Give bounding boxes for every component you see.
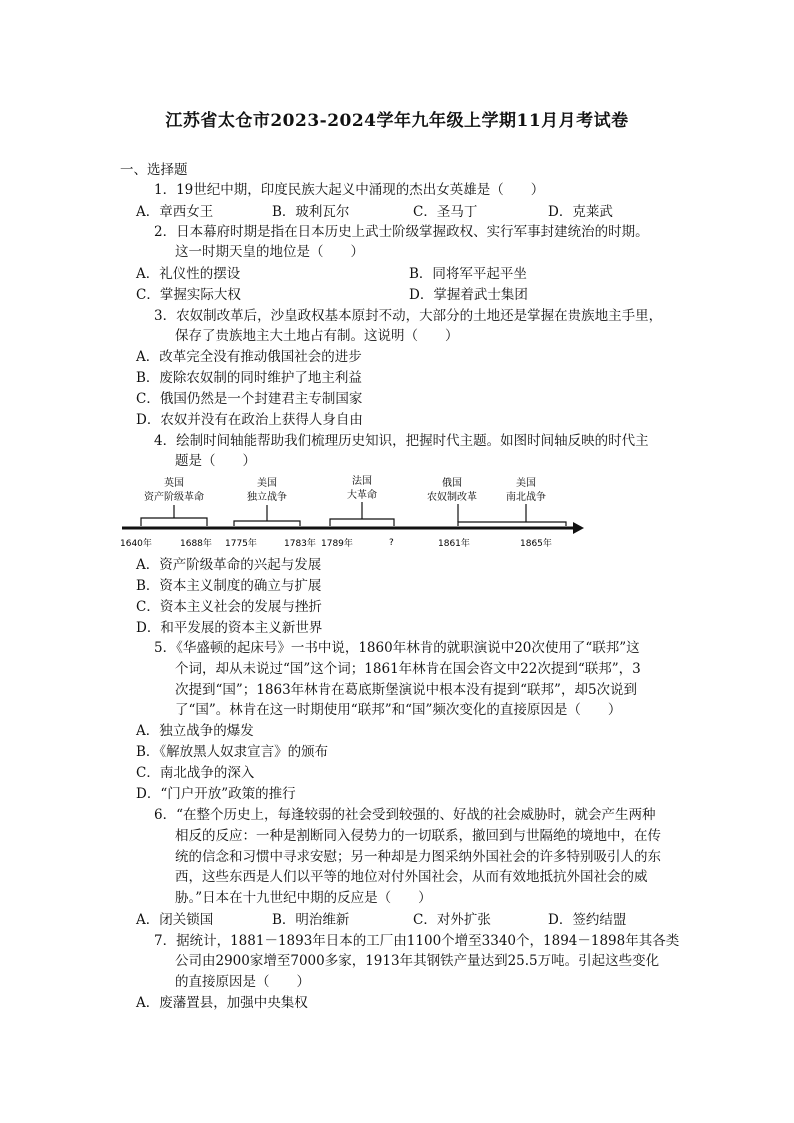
timeline-event-5-country: 美国 — [516, 478, 536, 489]
question-7-stem-line3: 的直接原因是（ ） — [175, 974, 310, 990]
question-2-stem-line2: 这一时期天皇的地位是（ ） — [175, 244, 364, 260]
question-5-stem-line3: 次提到“国”；1863年林肯在葛底斯堡演说中根本没有提到“联邦”，却5次说到 — [175, 682, 638, 698]
timeline-event-1-name: 资产阶级革命 — [144, 492, 204, 503]
question-6-stem-line5: 胁。”日本在十九世纪中期的反应是（ ） — [175, 890, 432, 906]
timeline-brackets — [141, 502, 566, 526]
q6-option-c[interactable]: C．对外扩张 — [413, 912, 491, 928]
timeline-event-4-country: 俄国 — [442, 478, 462, 489]
q1-option-a[interactable]: A．章西女王 — [136, 204, 214, 220]
timeline-arrow-icon — [573, 522, 584, 534]
q5-option-d[interactable]: D．“门户开放”政策的推行 — [136, 786, 296, 802]
q3-option-c[interactable]: C．俄国仍然是一个封建君主专制国家 — [136, 391, 363, 407]
exam-title: 江苏省太仓市2023-2024学年九年级上学期11月月考试卷 — [165, 111, 629, 131]
timeline-event-1-country: 英国 — [164, 478, 184, 489]
q3-option-a[interactable]: A．改革完全没有推动俄国社会的进步 — [136, 349, 362, 365]
timeline-event-2-country: 美国 — [257, 478, 277, 489]
q4-option-b[interactable]: B．资本主义制度的确立与扩展 — [136, 578, 322, 594]
timeline-tick-1789: 1789年 — [321, 539, 353, 549]
q4-option-c[interactable]: C．资本主义社会的发展与挫折 — [136, 599, 322, 615]
question-1-stem: 1．19世纪中期，印度民族大起义中涌现的杰出女英雄是（ ） — [154, 182, 545, 198]
q6-option-a[interactable]: A．闭关锁国 — [136, 912, 214, 928]
q2-option-d[interactable]: D．掌握着武士集团 — [409, 287, 528, 303]
timeline-tick-1775: 1775年 — [225, 539, 257, 549]
timeline-tick-1688: 1688年 — [180, 539, 212, 549]
timeline-event-3-country: 法国 — [352, 476, 372, 487]
question-5-stem-line4: 了“国”。林肯在这一时期使用“联邦”和“国”频次变化的直接原因是（ ） — [175, 702, 622, 718]
history-timeline — [118, 470, 588, 554]
question-5-stem-line1: 5．《华盛顿的起床号》一书中说，1860年林肯的就职演说中20次使用了“联邦”这 — [154, 640, 640, 656]
timeline-tick-1783: 1783年 — [284, 539, 316, 549]
question-7-stem-line1: 7．据统计，1881－1893年日本的工厂由1100个增至3340个，1894－1898年其各类 — [154, 933, 680, 949]
question-3-stem-line1: 3．农奴制改革后，沙皇政权基本原封不动，大部分的土地还是掌握在贵族地主手里， — [154, 308, 663, 324]
q2-option-a[interactable]: A．礼仪性的摆设 — [136, 266, 241, 282]
timeline-tick-1861: 1861年 — [438, 539, 470, 549]
question-4-stem-line2: 题是（ ） — [175, 453, 256, 469]
question-6-stem-line3: 统的信念和习惯中寻求安慰；另一种却是力图采纳外国社会的许多特别吸引人的东 — [175, 849, 661, 865]
timeline-event-2-name: 独立战争 — [247, 492, 287, 503]
question-6-stem-line4: 西，这些东西是人们以平等的地位对付外国社会，从而有效地抵抗外国社会的威 — [175, 869, 648, 885]
q1-option-d[interactable]: D．克莱武 — [548, 204, 613, 220]
timeline-event-4-name: 农奴制改革 — [427, 492, 477, 503]
timeline-tick-1640: 1640年 — [120, 539, 152, 549]
q4-option-a[interactable]: A．资产阶级革命的兴起与发展 — [136, 557, 322, 573]
q5-option-a[interactable]: A．独立战争的爆发 — [136, 723, 254, 739]
q1-option-b[interactable]: B．玻利瓦尔 — [272, 204, 350, 220]
q4-option-d[interactable]: D．和平发展的资本主义新世界 — [136, 620, 323, 636]
timeline-event-5-name: 南北战争 — [506, 492, 546, 503]
q2-option-c[interactable]: C．掌握实际大权 — [136, 287, 241, 303]
timeline-tick-unknown: ? — [389, 538, 394, 548]
question-6-stem-line2: 相反的反应：一种是割断同入侵势力的一切联系，撤回到与世隔绝的境地中，在传 — [175, 828, 661, 844]
q5-option-b[interactable]: B．《解放黑人奴隶宣言》的颁布 — [136, 744, 329, 760]
q1-option-c[interactable]: C．圣马丁 — [413, 204, 478, 220]
q5-option-c[interactable]: C．南北战争的深入 — [136, 765, 255, 781]
question-4-stem-line1: 4．绘制时间轴能帮助我们梳理历史知识，把握时代主题。如图时间轴反映的时代主 — [154, 433, 649, 449]
q6-option-d[interactable]: D．签约结盟 — [548, 912, 627, 928]
question-3-stem-line2: 保存了贵族地主大土地占有制。这说明（ ） — [175, 328, 459, 344]
q6-option-b[interactable]: B．明治维新 — [272, 912, 350, 928]
timeline-tick-1865: 1865年 — [520, 539, 552, 549]
timeline-event-3-name: 大革命 — [347, 490, 377, 501]
q3-option-d[interactable]: D．农奴并没有在政治上获得人身自由 — [136, 412, 363, 428]
q3-option-b[interactable]: B．废除农奴制的同时维护了地主利益 — [136, 370, 362, 386]
question-2-stem-line1: 2．日本幕府时期是指在日本历史上武士阶级掌握政权、实行军事封建统治的时期。 — [154, 224, 649, 240]
q7-option-a[interactable]: A．废藩置县，加强中央集权 — [136, 995, 308, 1011]
question-5-stem-line2: 个词，却从未说过“国”这个词；1861年林肯在国会咨文中22次提到“联邦”，3 — [175, 661, 641, 677]
question-7-stem-line2: 公司由2900家增至7000多家，1913年其钢铁产量达到25.5万吨。引起这些变化 — [175, 953, 660, 969]
section-heading: 一、选择题 — [120, 162, 188, 178]
question-6-stem-line1: 6．“在整个历史上，每逢较弱的社会受到较强的、好战的社会威胁时，就会产生两种 — [154, 807, 656, 823]
q2-option-b[interactable]: B．同将军平起平坐 — [409, 266, 527, 282]
